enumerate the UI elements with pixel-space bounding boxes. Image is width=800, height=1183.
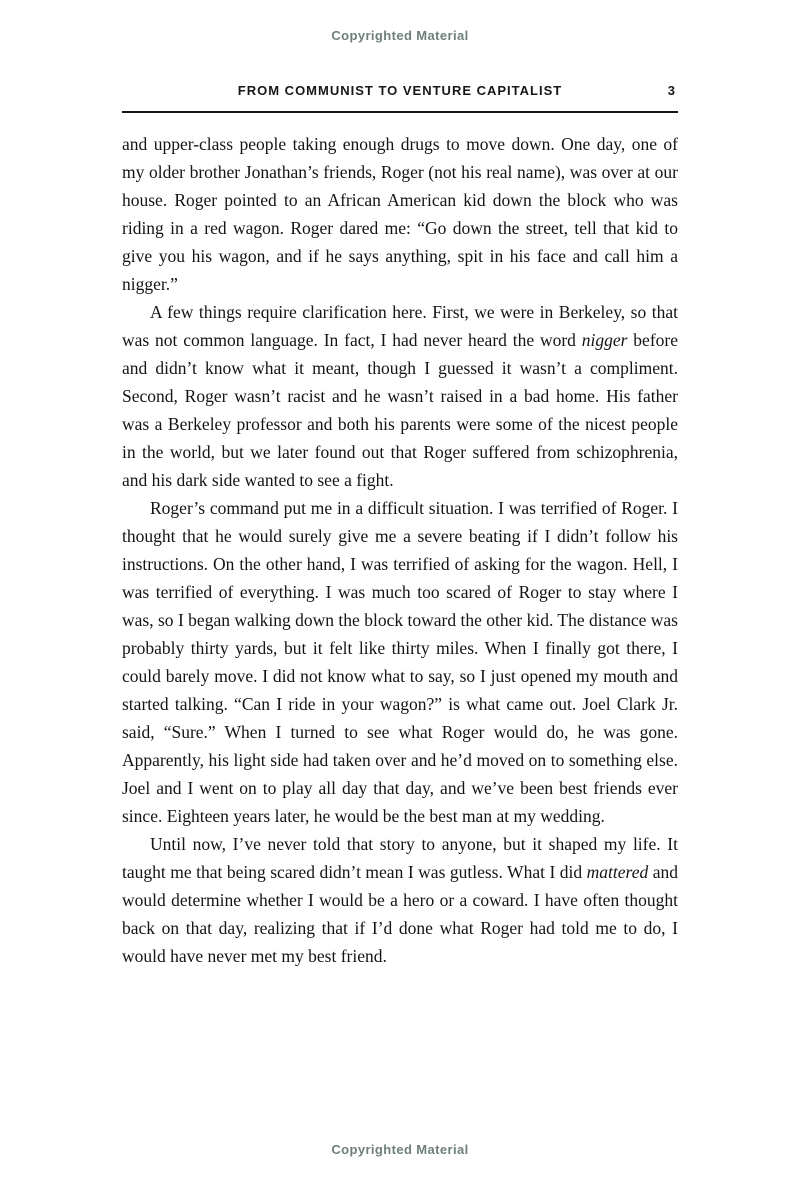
running-header	[122, 83, 678, 113]
paragraph: A few things require clarification here. First, we were in Berkeley, so that was not common language. In fact, I had never heard the word nigger before and didn’t know what it meant, though I guessed it wasn’t a compliment. Second, Roger wasn’t racist and he wasn’t raised in a bad home. His father was a Berkeley professor and both his parents were some of the nicest people in the world, but we later found out that Roger suffered from schizophrenia, and his dark side wanted to see a fight.	[122, 302, 678, 490]
paragraph: Until now, I’ve never told that story to anyone, but it shaped my life. It taught me that being scared didn’t mean I was gutless. What I did mattered and would determine whether I would be a hero or a coward. I have often thought back on that day, realizing that if I’d done what Roger had told me to do, I would have never met my best friend.	[122, 834, 678, 966]
page-number: 3	[667, 83, 676, 98]
chapter-title: FROM COMMUNIST TO VENTURE CAPITALIST	[237, 83, 563, 98]
paragraph: and upper-class people taking enough drugs to move down. One day, one of my older brother Jonathan’s friends, Roger (not his real name), was over at our house. Roger pointed to an African American kid down the block who was riding in a red wagon. Roger dared me: “Go down the street, tell that kid to give you his wagon, and if he says anything, spit in his face and call him a nigger.”	[122, 134, 678, 294]
copyright-notice-bottom: Copyrighted Material	[331, 1142, 469, 1157]
copyright-notice-top: Copyrighted Material	[331, 28, 469, 43]
paragraph: Roger’s command put me in a difficult situation. I was terrified of Roger. I thought that he would surely give me a severe beating if I didn’t follow his instructions. On the other hand, I was terrified of asking for the wagon. Hell, I was terrified of everything. I was much too scared of Roger to stay where I was, so I began walking down the block toward the other kid. The distance was probably thirty yards, but it felt like thirty miles. When I finally got there, I could barely move. I did not know what to say, so I just opened my mouth and started talking. “Can I ride in your wagon?” is what came out. Joel Clark Jr. said, “Sure.” When I turned to see what Roger would do, he was gone. Apparently, his light side had taken over and he’d moved on to something else. Joel and I went on to play all day that day, and we’ve been best friends ever since. Eighteen years later, he would be the best man at my wedding.	[122, 498, 678, 826]
body-text	[122, 130, 678, 970]
